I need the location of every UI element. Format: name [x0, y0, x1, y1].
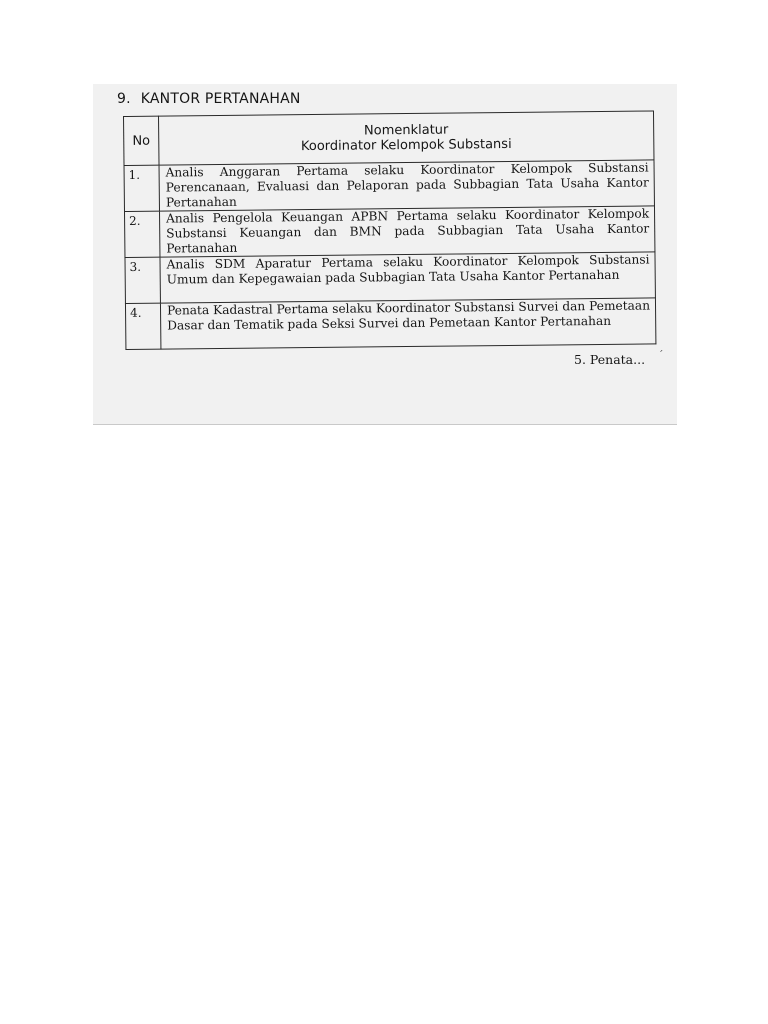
row-nomenclature: Penata Kadastral Pertama selaku Koordinator Substansi Survei dan Pemetaan Dasar dan Tematik pada Seksi Survei dan Pemetaan Kantor Pertanahan — [160, 298, 655, 349]
row-nomenclature: Analis Pengelola Keuangan APBN Pertama selaku Koordinator Kelompok Substansi Keuangan dan BMN pada Subbagian Tata Usaha Kantor Pertanahan — [159, 206, 654, 257]
section-title: KANTOR PERTANAHAN — [140, 91, 301, 107]
section-heading — [117, 91, 301, 107]
row-number: 2. — [125, 211, 160, 257]
row-number: 1. — [124, 165, 159, 211]
row-nomenclature: Analis Anggaran Pertama selaku Koordinator Kelompok Substansi Perencanaan, Evaluasi dan Pelaporan pada Subbagian Tata Usaha Kantor Pertanahan — [159, 160, 654, 211]
header-no: No — [124, 116, 160, 165]
row-number: 4. — [125, 303, 160, 349]
nomenclature-table — [123, 110, 656, 350]
continuation-marker: 5. Penata... — [574, 352, 646, 367]
table-header-row — [124, 111, 654, 166]
scan-mark: ˊ — [658, 349, 664, 362]
table-row — [125, 298, 655, 350]
header-nomenclature — [159, 111, 654, 165]
table-row — [125, 252, 655, 304]
row-nomenclature: Analis SDM Aparatur Pertama selaku Koordinator Kelompok Substansi Umum dan Kepegawaian pada Subbagian Tata Usaha Kantor Pertanahan — [160, 252, 655, 303]
table-row — [125, 206, 655, 258]
section-number: 9. — [117, 91, 131, 107]
header-nomenclature-line1: Nomenklatur — [363, 122, 449, 139]
row-number: 3. — [125, 257, 160, 303]
table-row — [124, 160, 654, 212]
header-nomenclature-line2: Koordinator Kelompok Substansi — [300, 136, 512, 155]
